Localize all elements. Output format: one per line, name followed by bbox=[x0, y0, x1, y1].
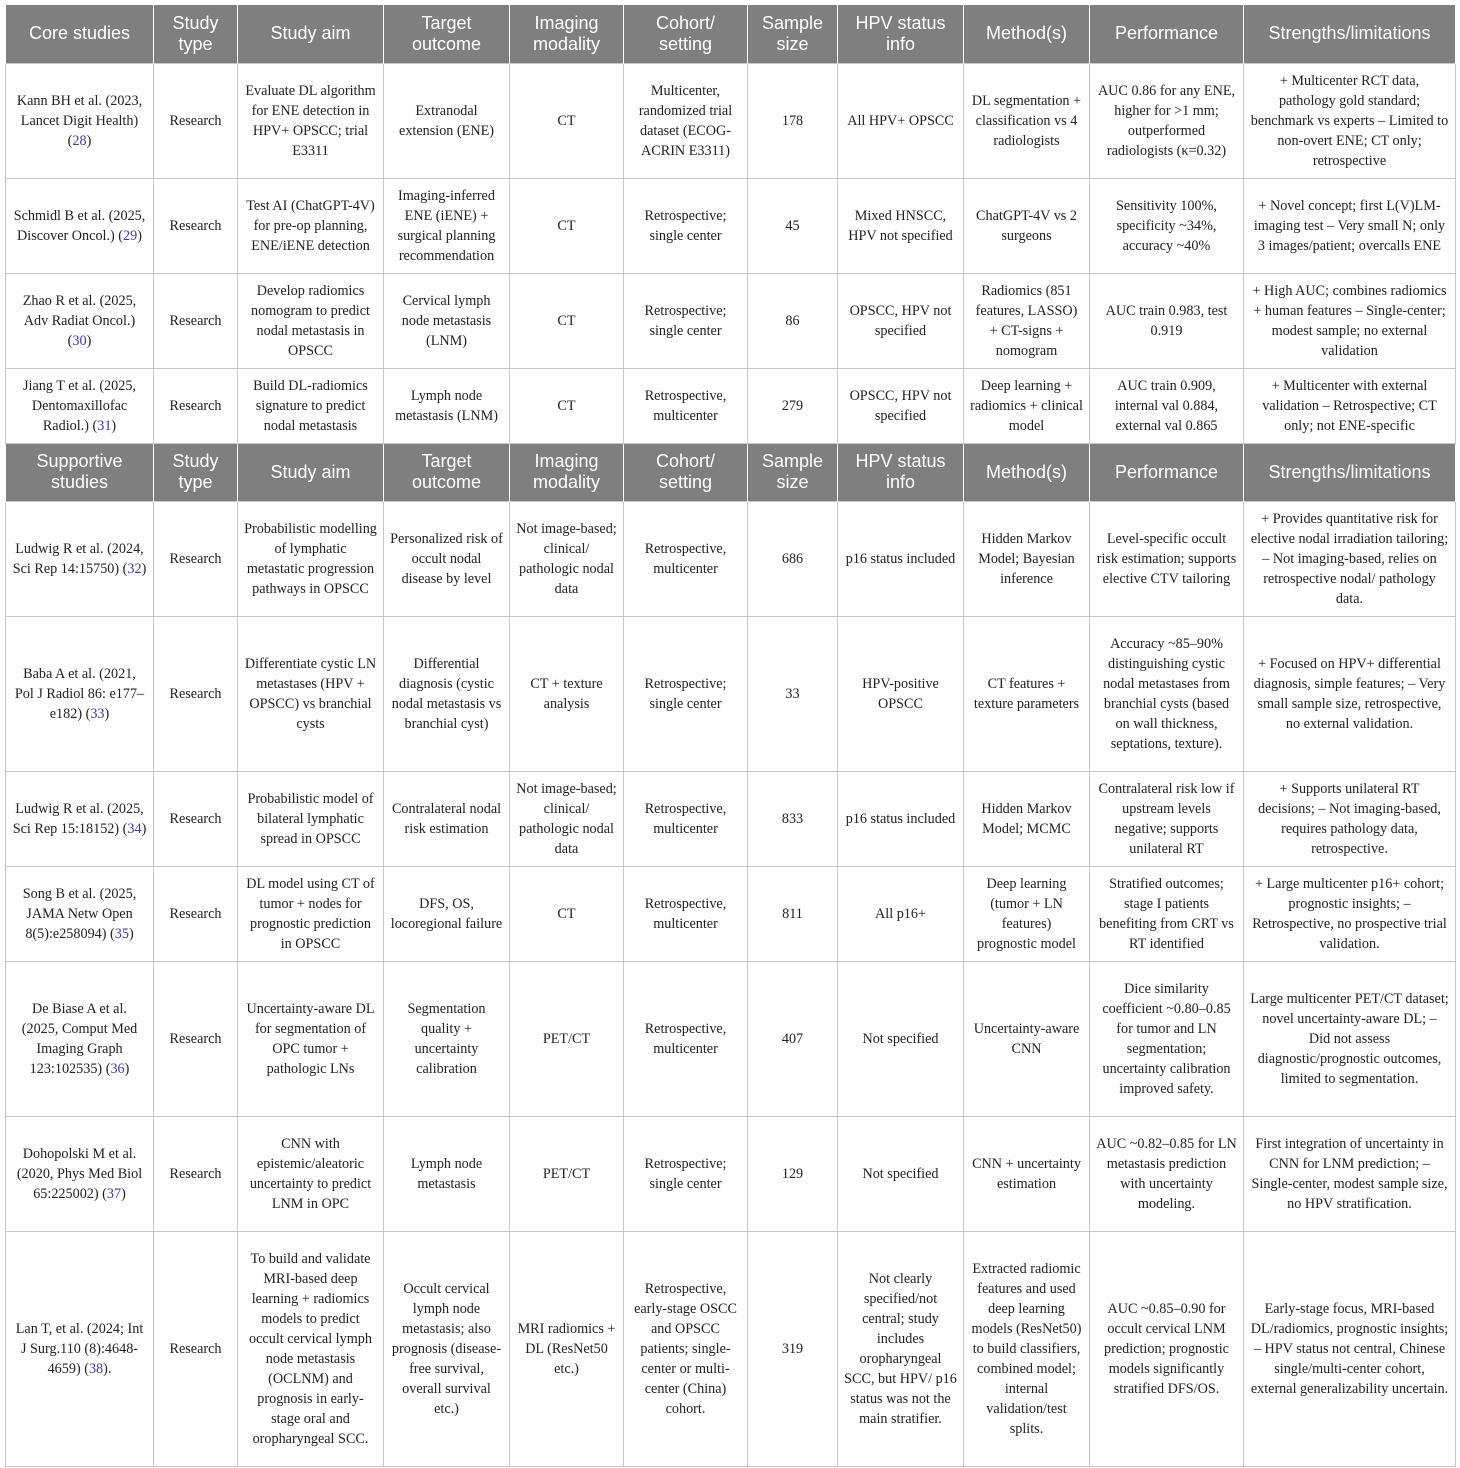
cell-study bbox=[6, 178, 154, 273]
cell-outcome: Cervical lymph node metastasis (LNM) bbox=[384, 273, 510, 368]
study-citation-end: ) bbox=[141, 560, 147, 577]
table-row bbox=[6, 616, 1456, 771]
cell-performance: AUC ~0.85–0.90 for occult cervical LNM prediction; prognostic models significantly stratified DFS/OS. bbox=[1090, 1231, 1244, 1466]
cell-type: Research bbox=[154, 961, 238, 1116]
cell-strengths: + Multicenter RCT data, pathology gold standard; benchmark vs experts – Limited to non-overt ENE; CT only; retrospective bbox=[1244, 63, 1456, 178]
cell-sample: 86 bbox=[748, 273, 838, 368]
column-header: Performance bbox=[1090, 5, 1244, 63]
cell-cohort: Retrospective, multicenter bbox=[624, 501, 748, 616]
cell-study bbox=[6, 1231, 154, 1466]
cell-performance: Accuracy ~85–90% distinguishing cystic nodal metastases from branchial cysts (based on wall thickness, septations, texture). bbox=[1090, 616, 1244, 771]
cell-cohort: Retrospective; single center bbox=[624, 178, 748, 273]
column-header: Study type bbox=[154, 443, 238, 501]
cell-cohort: Retrospective, multicenter bbox=[624, 368, 748, 443]
cell-modality: PET/CT bbox=[510, 961, 624, 1116]
column-header: Cohort/ setting bbox=[624, 5, 748, 63]
cell-outcome: Personalized risk of occult nodal disease by level bbox=[384, 501, 510, 616]
cell-modality: CT bbox=[510, 866, 624, 961]
cell-type: Research bbox=[154, 501, 238, 616]
cell-method: Hidden Markov Model; MCMC bbox=[964, 771, 1090, 866]
cell-study bbox=[6, 771, 154, 866]
column-header: Study aim bbox=[238, 5, 384, 63]
cell-cohort: Retrospective; single center bbox=[624, 273, 748, 368]
cell-modality: CT + texture analysis bbox=[510, 616, 624, 771]
cell-sample: 33 bbox=[748, 616, 838, 771]
studies-table bbox=[5, 5, 1456, 1467]
study-citation: Ludwig R et al. (2025, Sci Rep 15:18152) ( bbox=[12, 800, 144, 837]
study-citation: Lan T, et al. (2024; Int J Surg.110 (8):4648-4659) ( bbox=[15, 1320, 144, 1377]
column-header: Target outcome bbox=[384, 443, 510, 501]
cell-type: Research bbox=[154, 771, 238, 866]
cell-study bbox=[6, 273, 154, 368]
study-citation-end: ) bbox=[86, 332, 92, 349]
cell-performance: AUC train 0.909, internal val 0.884, external val 0.865 bbox=[1090, 368, 1244, 443]
cell-study bbox=[6, 368, 154, 443]
study-citation: Ludwig R et al. (2024, Sci Rep 14:15750) ( bbox=[12, 540, 144, 577]
reference-link[interactable]: 29 bbox=[123, 227, 138, 244]
cell-method: ChatGPT-4V vs 2 surgeons bbox=[964, 178, 1090, 273]
table-row bbox=[6, 273, 1456, 368]
study-citation-end: ) bbox=[128, 925, 134, 942]
reference-link[interactable]: 38 bbox=[88, 1360, 104, 1377]
reference-link[interactable]: 31 bbox=[97, 417, 112, 434]
cell-hpv: p16 status included bbox=[838, 771, 964, 866]
study-citation-end: ) bbox=[104, 705, 110, 722]
table-row bbox=[6, 1231, 1456, 1466]
cell-strengths: + Focused on HPV+ differential diagnosis, simple features; – Very small sample size, retrospective, no external validation. bbox=[1244, 616, 1456, 771]
column-header: Cohort/ setting bbox=[624, 443, 748, 501]
cell-study bbox=[6, 1116, 154, 1231]
reference-link[interactable]: 37 bbox=[106, 1185, 122, 1202]
cell-aim: Test AI (ChatGPT-4V) for pre-op planning, ENE/iENE detection bbox=[238, 178, 384, 273]
cell-sample: 319 bbox=[748, 1231, 838, 1466]
cell-strengths: + Supports unilateral RT decisions; – Not imaging-based, requires pathology data, retrospective. bbox=[1244, 771, 1456, 866]
cell-modality: Not image-based; clinical/ pathologic nodal data bbox=[510, 771, 624, 866]
column-header: Imaging modality bbox=[510, 443, 624, 501]
cell-performance: Dice similarity coefficient ~0.80–0.85 for tumor and LN segmentation; uncertainty calibration improved safety. bbox=[1090, 961, 1244, 1116]
column-header: Method(s) bbox=[964, 5, 1090, 63]
cell-sample: 833 bbox=[748, 771, 838, 866]
cell-outcome: Contralateral nodal risk estimation bbox=[384, 771, 510, 866]
study-citation-end: ) bbox=[137, 227, 142, 244]
cell-sample: 178 bbox=[748, 63, 838, 178]
reference-link[interactable]: 34 bbox=[127, 820, 142, 837]
cell-hpv: OPSCC, HPV not specified bbox=[838, 273, 964, 368]
cell-study bbox=[6, 961, 154, 1116]
cell-aim: Build DL-radiomics signature to predict nodal metastasis bbox=[238, 368, 384, 443]
cell-modality: CT bbox=[510, 273, 624, 368]
cell-performance: AUC ~0.82–0.85 for LN metastasis prediction with uncertainty modeling. bbox=[1090, 1116, 1244, 1231]
study-citation-end: ) bbox=[86, 132, 92, 149]
cell-study bbox=[6, 63, 154, 178]
cell-type: Research bbox=[154, 63, 238, 178]
column-header: Performance bbox=[1090, 443, 1244, 501]
reference-link[interactable]: 36 bbox=[110, 1060, 125, 1077]
study-citation: Kann BH et al. (2023, Lancet Digit Health) ( bbox=[16, 92, 143, 149]
cell-cohort: Multicenter, randomized trial dataset (ECOG-ACRIN E3311) bbox=[624, 63, 748, 178]
cell-method: Deep learning (tumor + LN features) prognostic model bbox=[964, 866, 1090, 961]
column-header: Imaging modality bbox=[510, 5, 624, 63]
cell-method: CT features + texture parameters bbox=[964, 616, 1090, 771]
cell-hpv: OPSCC, HPV not specified bbox=[838, 368, 964, 443]
cell-outcome: Occult cervical lymph node metastasis; also prognosis (disease-free survival, overall survival etc.) bbox=[384, 1231, 510, 1466]
table-row bbox=[6, 368, 1456, 443]
cell-type: Research bbox=[154, 273, 238, 368]
cell-modality: CT bbox=[510, 368, 624, 443]
cell-strengths: + High AUC; combines radiomics + human features – Single-center; modest sample; no external validation bbox=[1244, 273, 1456, 368]
cell-sample: 129 bbox=[748, 1116, 838, 1231]
study-citation: Baba A et al. (2021, Pol J Radiol 86: e177–e182) ( bbox=[14, 665, 145, 722]
cell-method: Radiomics (851 features, LASSO) + CT-signs + nomogram bbox=[964, 273, 1090, 368]
cell-aim: Differentiate cystic LN metastases (HPV + OPSCC) vs branchial cysts bbox=[238, 616, 384, 771]
cell-strengths: + Large multicenter p16+ cohort; prognostic insights; – Retrospective, no prospective trial validation. bbox=[1244, 866, 1456, 961]
cell-cohort: Retrospective; single center bbox=[624, 616, 748, 771]
cell-aim: Develop radiomics nomogram to predict nodal metastasis in OPSCC bbox=[238, 273, 384, 368]
column-header: Core studies bbox=[6, 5, 154, 63]
cell-aim: Evaluate DL algorithm for ENE detection in HPV+ OPSCC; trial E3311 bbox=[238, 63, 384, 178]
study-citation: Zhao R et al. (2025, Adv Radiat Oncol.) ( bbox=[22, 292, 137, 349]
cell-hpv: Not specified bbox=[838, 961, 964, 1116]
table-row bbox=[6, 961, 1456, 1116]
cell-performance: Contralateral risk low if upstream levels negative; supports unilateral RT bbox=[1090, 771, 1244, 866]
cell-method: Hidden Markov Model; Bayesian inference bbox=[964, 501, 1090, 616]
cell-strengths: + Provides quantitative risk for elective nodal irradiation tailoring; – Not imaging-based, relies on retrospective nodal/ pathology data. bbox=[1244, 501, 1456, 616]
reference-link[interactable]: 28 bbox=[72, 132, 87, 149]
column-header: HPV status info bbox=[838, 5, 964, 63]
cell-outcome: DFS, OS, locoregional failure bbox=[384, 866, 510, 961]
section-header-row bbox=[6, 5, 1456, 63]
cell-type: Research bbox=[154, 1116, 238, 1231]
column-header: HPV status info bbox=[838, 443, 964, 501]
table-row bbox=[6, 866, 1456, 961]
cell-hpv: HPV-positive OPSCC bbox=[838, 616, 964, 771]
reference-link[interactable]: 33 bbox=[90, 705, 105, 722]
cell-performance: Stratified outcomes; stage I patients benefiting from CRT vs RT identified bbox=[1090, 866, 1244, 961]
cell-modality: CT bbox=[510, 178, 624, 273]
cell-hpv: All p16+ bbox=[838, 866, 964, 961]
cell-outcome: Segmentation quality + uncertainty calibration bbox=[384, 961, 510, 1116]
study-citation: Jiang T et al. (2025, Dentomaxillofac Radiol.) ( bbox=[23, 377, 136, 434]
cell-cohort: Retrospective, multicenter bbox=[624, 866, 748, 961]
study-citation-end: ) bbox=[121, 1185, 126, 1202]
column-header: Sample size bbox=[748, 5, 838, 63]
cell-aim: To build and validate MRI-based deep learning + radiomics models to predict occult cervical lymph node metastasis (OCLNM) and prognosis in early-stage oral and oropharyngeal SCC. bbox=[238, 1231, 384, 1466]
cell-strengths: Large multicenter PET/CT dataset; novel uncertainty-aware DL; – Did not assess diagnostic/prognostic outcomes, limited to segmentation. bbox=[1244, 961, 1456, 1116]
table-row bbox=[6, 1116, 1456, 1231]
cell-hpv: Mixed HNSCC, HPV not specified bbox=[838, 178, 964, 273]
cell-aim: DL model using CT of tumor + nodes for prognostic prediction in OPSCC bbox=[238, 866, 384, 961]
reference-link[interactable]: 35 bbox=[114, 925, 129, 942]
cell-sample: 407 bbox=[748, 961, 838, 1116]
cell-hpv: p16 status included bbox=[838, 501, 964, 616]
cell-hpv: Not specified bbox=[838, 1116, 964, 1231]
cell-aim: CNN with epistemic/aleatoric uncertainty to predict LNM in OPC bbox=[238, 1116, 384, 1231]
cell-strengths: + Novel concept; first L(V)LM-imaging test – Very small N; only 3 images/patient; overcalls ENE bbox=[1244, 178, 1456, 273]
cell-type: Research bbox=[154, 866, 238, 961]
cell-study bbox=[6, 866, 154, 961]
section-header-row bbox=[6, 443, 1456, 501]
cell-type: Research bbox=[154, 368, 238, 443]
study-citation: Dohopolski M et al. (2020, Phys Med Biol 65:225002) ( bbox=[16, 1145, 143, 1202]
cell-type: Research bbox=[154, 616, 238, 771]
cell-strengths: Early-stage focus, MRI-based DL/radiomics, prognostic insights; – HPV status not central, Chinese single/multi-center cohort, external generalizability uncertain. bbox=[1244, 1231, 1456, 1466]
cell-outcome: Lymph node metastasis bbox=[384, 1116, 510, 1231]
column-header: Strengths/limitations bbox=[1244, 443, 1456, 501]
cell-outcome: Differential diagnosis (cystic nodal metastasis vs branchial cyst) bbox=[384, 616, 510, 771]
table-row bbox=[6, 178, 1456, 273]
reference-link[interactable]: 32 bbox=[127, 560, 142, 577]
cell-hpv: All HPV+ OPSCC bbox=[838, 63, 964, 178]
study-citation-end: ) bbox=[111, 417, 117, 434]
column-header: Method(s) bbox=[964, 443, 1090, 501]
study-citation-end: ). bbox=[103, 1360, 112, 1377]
column-header: Sample size bbox=[748, 443, 838, 501]
study-citation: Schmidl B et al. (2025, Discover Oncol.) ( bbox=[13, 207, 146, 244]
column-header: Strengths/limitations bbox=[1244, 5, 1456, 63]
cell-performance: AUC train 0.983, test 0.919 bbox=[1090, 273, 1244, 368]
cell-type: Research bbox=[154, 178, 238, 273]
cell-aim: Probabilistic model of bilateral lymphatic spread in OPSCC bbox=[238, 771, 384, 866]
cell-outcome: Lymph node metastasis (LNM) bbox=[384, 368, 510, 443]
column-header: Study type bbox=[154, 5, 238, 63]
cell-sample: 279 bbox=[748, 368, 838, 443]
study-citation: Song B et al. (2025, JAMA Netw Open 8(5):e258094) ( bbox=[22, 885, 137, 942]
cell-outcome: Extranodal extension (ENE) bbox=[384, 63, 510, 178]
column-header: Target outcome bbox=[384, 5, 510, 63]
cell-cohort: Retrospective; single center bbox=[624, 1116, 748, 1231]
cell-modality: PET/CT bbox=[510, 1116, 624, 1231]
cell-performance: AUC 0.86 for any ENE, higher for >1 mm; outperformed radiologists (κ=0.32) bbox=[1090, 63, 1244, 178]
cell-cohort: Retrospective, multicenter bbox=[624, 961, 748, 1116]
cell-performance: Sensitivity 100%, specificity ~34%, accuracy ~40% bbox=[1090, 178, 1244, 273]
study-citation-end: ) bbox=[141, 820, 147, 837]
cell-strengths: First integration of uncertainty in CNN for LNM prediction; – Single-center, modest sample size, no HPV stratification. bbox=[1244, 1116, 1456, 1231]
reference-link[interactable]: 30 bbox=[72, 332, 87, 349]
column-header: Supportive studies bbox=[6, 443, 154, 501]
cell-method: CNN + uncertainty estimation bbox=[964, 1116, 1090, 1231]
table-row bbox=[6, 63, 1456, 178]
table-row bbox=[6, 501, 1456, 616]
cell-type: Research bbox=[154, 1231, 238, 1466]
cell-modality: MRI radiomics + DL (ResNet50 etc.) bbox=[510, 1231, 624, 1466]
cell-hpv: Not clearly specified/not central; study includes oropharyngeal SCC, but HPV/ p16 status was not the main stratifier. bbox=[838, 1231, 964, 1466]
cell-sample: 811 bbox=[748, 866, 838, 961]
cell-sample: 686 bbox=[748, 501, 838, 616]
cell-cohort: Retrospective, multicenter bbox=[624, 771, 748, 866]
cell-study bbox=[6, 616, 154, 771]
cell-method: DL segmentation + classification vs 4 radiologists bbox=[964, 63, 1090, 178]
cell-sample: 45 bbox=[748, 178, 838, 273]
table-row bbox=[6, 771, 1456, 866]
study-citation: De Biase A et al. (2025, Comput Med Imaging Graph 123:102535) ( bbox=[21, 1000, 138, 1077]
cell-performance: Level-specific occult risk estimation; supports elective CTV tailoring bbox=[1090, 501, 1244, 616]
cell-strengths: + Multicenter with external validation – Retrospective; CT only; not ENE-specific bbox=[1244, 368, 1456, 443]
cell-modality: Not image-based; clinical/ pathologic nodal data bbox=[510, 501, 624, 616]
cell-method: Extracted radiomic features and used deep learning models (ResNet50) to build classifiers, combined model; internal validation/test splits. bbox=[964, 1231, 1090, 1466]
cell-cohort: Retrospective, early-stage OSCC and OPSCC patients; single-center or multi-center (China) cohort. bbox=[624, 1231, 748, 1466]
cell-study bbox=[6, 501, 154, 616]
cell-modality: CT bbox=[510, 63, 624, 178]
cell-aim: Probabilistic modelling of lymphatic metastatic progression pathways in OPSCC bbox=[238, 501, 384, 616]
cell-outcome: Imaging-inferred ENE (iENE) + surgical planning recommendation bbox=[384, 178, 510, 273]
cell-method: Uncertainty-aware CNN bbox=[964, 961, 1090, 1116]
cell-aim: Uncertainty-aware DL for segmentation of OPC tumor + pathologic LNs bbox=[238, 961, 384, 1116]
cell-method: Deep learning + radiomics + clinical model bbox=[964, 368, 1090, 443]
column-header: Study aim bbox=[238, 443, 384, 501]
study-citation-end: ) bbox=[124, 1060, 130, 1077]
